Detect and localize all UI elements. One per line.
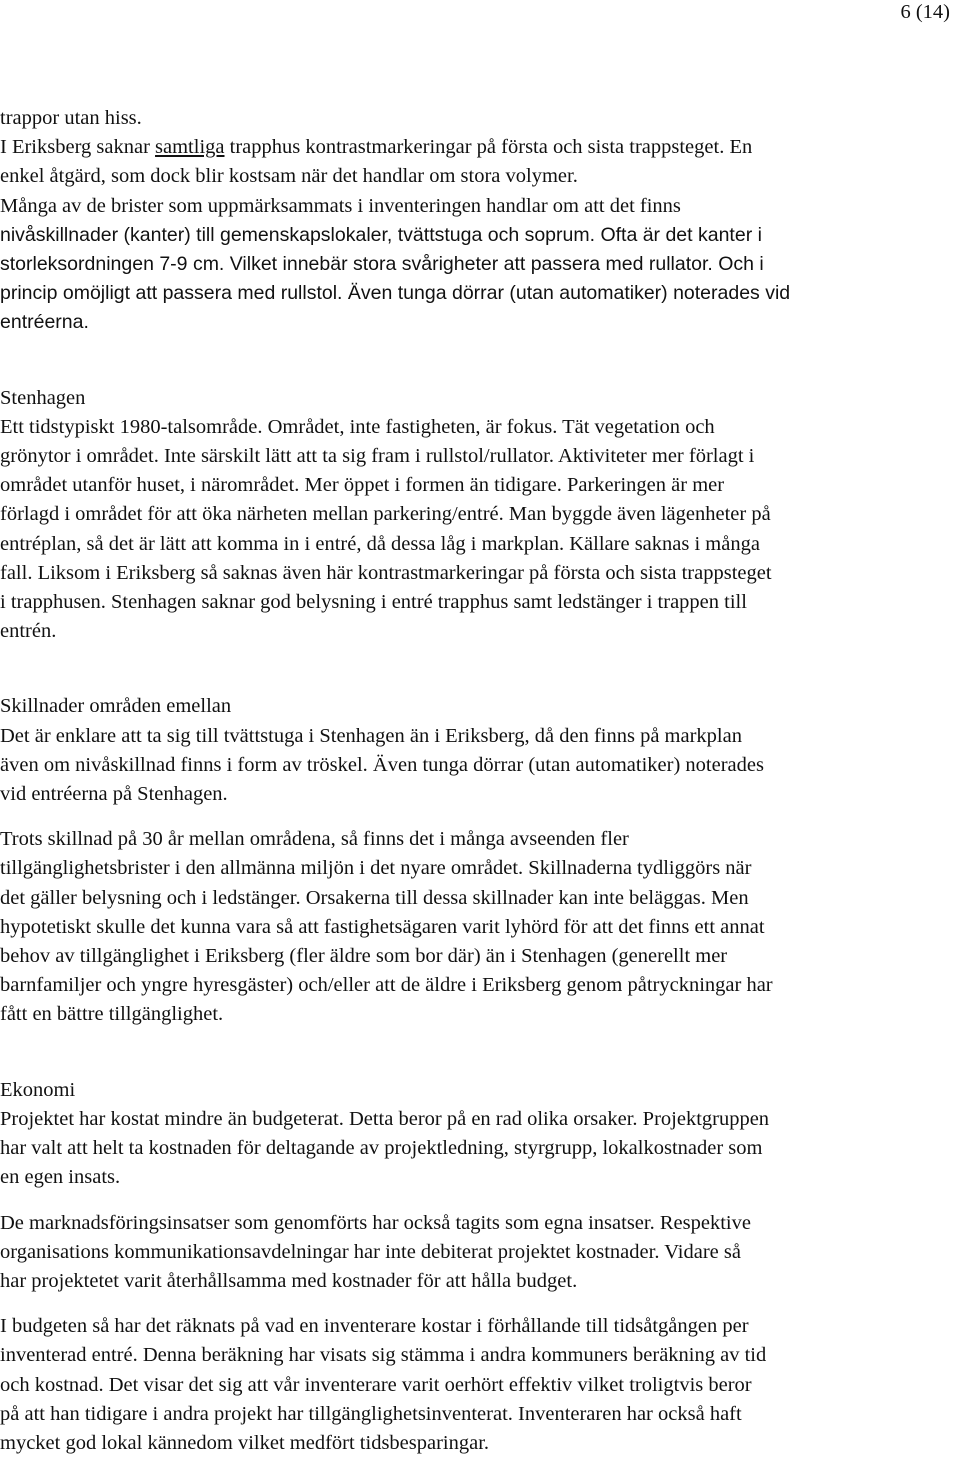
text-line: har projektetet varit återhållsamma med kostnader för att hålla budget. xyxy=(0,1269,578,1292)
text-line: i trapphusen. Stenhagen saknar god belysning i entré trapphus samt ledstänger i trappen till xyxy=(0,591,747,614)
section-spacer xyxy=(0,338,958,384)
text-line: entréplan, så det är lätt att komma in i entré, då dessa låg i markplan. Källare saknas i många xyxy=(0,532,760,555)
text-line: barnfamiljer och yngre hyresgäster) och/eller att de äldre i Eriksberg genom påtryckningar har xyxy=(0,974,773,997)
paragraph-spacer xyxy=(0,1296,958,1312)
intro-line-8: entréerna. xyxy=(0,311,89,334)
stenhagen-section xyxy=(0,384,958,647)
intro-line-5: nivåskillnader (kanter) till gemenskapslokaler, tvättstuga och soprum. Ofta är det kanter i xyxy=(0,223,762,246)
intro-line-2-post: trapphus kontrastmarkeringar på första och sista trappsteget. En xyxy=(224,136,753,159)
section-spacer xyxy=(0,646,958,692)
paragraph-spacer xyxy=(0,1193,958,1209)
intro-line-4: Många av de brister som uppmärksammats i inventeringen handlar om att det finns xyxy=(0,194,681,217)
text-line: entrén. xyxy=(0,620,57,643)
text-line: har valt att helt ta kostnaden för deltagande av projektledning, styrgrupp, lokalkostnader som xyxy=(0,1137,763,1160)
intro-line-6: storleksordningen 7-9 cm. Vilket innebär stora svårigheter att passera med rullator. Och i xyxy=(0,253,764,276)
intro-line-1: trappor utan hiss. xyxy=(0,107,142,129)
underlined-word: samtliga xyxy=(155,136,225,159)
intro-line-2-pre: I Eriksberg saknar xyxy=(0,136,156,159)
text-line: området utanför huset, i närområdet. Mer öppet i formen än tidigare. Parkeringen är mer xyxy=(0,474,725,497)
text-line: en egen insats. xyxy=(0,1166,121,1189)
section-spacer xyxy=(0,1030,958,1076)
text-line: mycket god lokal kännedom vilket medfört tidsbesparingar. xyxy=(0,1431,490,1454)
section-title-stenhagen: Stenhagen xyxy=(0,386,86,409)
text-line: Det är enklare att ta sig till tvättstuga i Stenhagen än i Eriksberg, då den finns på markplan xyxy=(0,724,742,747)
text-line: behov av tillgänglighet i Eriksberg (fler äldre som bor där) än i Stenhagen (generellt mer xyxy=(0,945,728,968)
page-number: 6 (14) xyxy=(900,1,950,23)
intro-line-2 xyxy=(0,133,958,162)
text-line: på att han tidigare i andra projekt har tillgänglighetsinventerat. Inventeraren har också haft xyxy=(0,1402,742,1425)
text-line: De marknadsföringsinsatser som genomförts har också tagits som egna insatser. Respektive xyxy=(0,1211,751,1234)
text-line: I budgeten så har det räknats på vad en inventerare kostar i förhållande till tidsåtgången per xyxy=(0,1315,749,1338)
intro-line-3: enkel åtgärd, som dock blir kostsam när det handlar om stora volymer. xyxy=(0,165,578,188)
text-line: Projektet har kostat mindre än budgeterat. Detta beror på en rad olika orsaker. Projektgruppen xyxy=(0,1107,770,1130)
document-body xyxy=(0,104,958,1458)
section-title-ekonomi: Ekonomi xyxy=(0,1078,76,1101)
intro-paragraph xyxy=(0,104,958,338)
text-line: det gäller belysning och i ledstänger. Orsakerna till dessa skillnader kan inte beläggas. Men xyxy=(0,886,749,909)
text-line: och kostnad. Det visar det sig att vår inventerare varit oerhört effektiv vilket troligtvis beror xyxy=(0,1373,752,1396)
text-line: Ett tidstypiskt 1980-talsområde. Området, inte fastigheten, är fokus. Tät vegetation och xyxy=(0,415,715,438)
text-line: organisations kommunikationsavdelningar har inte debiterat projektet kostnader. Vidare så xyxy=(0,1240,741,1263)
intro-line-7: princip omöjligt att passera med rullstol. Även tunga dörrar (utan automatiker) noterades vid xyxy=(0,282,791,305)
ekonomi-section xyxy=(0,1076,958,1193)
text-line: även om nivåskillnad finns i form av tröskel. Även tunga dörrar (utan automatiker) noterades xyxy=(0,753,764,776)
marknad-paragraph xyxy=(0,1209,958,1297)
section-title-skillnader: Skillnader områden emellan xyxy=(0,695,232,718)
text-line: inventerad entré. Denna beräkning har visats sig stämma i andra kommuners beräkning av tid xyxy=(0,1344,767,1367)
text-line: tillgänglighetsbrister i den allmänna miljön i det nyare området. Skillnaderna tydliggörs när xyxy=(0,857,752,880)
skillnader-section xyxy=(0,692,958,809)
text-line: förlagd i området för att öka närheten mellan parkering/entré. Man byggde även lägenheter på xyxy=(0,503,771,526)
trots-paragraph xyxy=(0,825,958,1029)
paragraph-spacer xyxy=(0,809,958,825)
text-line: vid entréerna på Stenhagen. xyxy=(0,783,228,806)
text-line: Trots skillnad på 30 år mellan områdena, så finns det i många avseenden fler xyxy=(0,828,629,851)
text-line: grönytor i området. Inte särskilt lätt att ta sig fram i rullstol/rullator. Aktiviteter mer förlagt i xyxy=(0,445,755,468)
budget-paragraph xyxy=(0,1312,958,1458)
text-line: fall. Liksom i Eriksberg så saknas även här kontrastmarkeringar på första och sista trappsteget xyxy=(0,561,772,584)
text-line: hypotetiskt skulle det kunna vara så att fastighetsägaren varit lyhörd för att det finns ett annat xyxy=(0,915,765,938)
text-line: fått en bättre tillgänglighet. xyxy=(0,1003,224,1026)
